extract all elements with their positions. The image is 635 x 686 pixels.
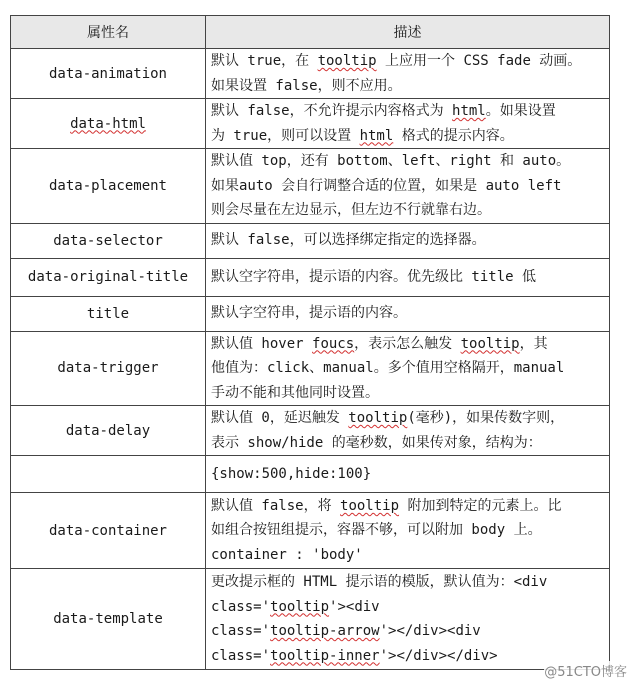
table-row (11, 296, 610, 331)
table-header-row (11, 16, 610, 49)
description-line: 默认 false，可以选择绑定指定的选择器。 (211, 232, 486, 249)
attribute-name: data-selector (11, 223, 206, 258)
description-line: {show:500,hide:100} (211, 465, 372, 482)
table-row (11, 493, 610, 569)
attribute-name: data-trigger (11, 331, 206, 406)
attribute-description (206, 49, 610, 99)
attribute-description (206, 493, 610, 569)
table-row (11, 258, 610, 296)
description-line: 默认值 0，延迟触发 tooltip(毫秒)，如果传数字则， (211, 410, 565, 426)
table-row (11, 99, 610, 149)
description-line: class='tooltip-arrow'></div><div (211, 623, 481, 639)
attribute-name: data-container (11, 493, 206, 569)
table-row (11, 569, 610, 670)
description-line: 默认 true，在 tooltip 上应用一个 CSS fade 动画。 (211, 53, 582, 69)
description-line: 默认值 hover foucs，表示怎么触发 tooltip，其 (211, 335, 548, 352)
attribute-description (206, 406, 610, 456)
attribute-name: data-html (11, 99, 206, 149)
description-line: 如果auto 会自行调整合适的位置，如果是 auto left (211, 177, 562, 194)
attribute-name: data-original-title (11, 258, 206, 296)
table-row (11, 331, 610, 406)
description-line: 手动不能和其他同时设置。 (211, 384, 379, 401)
description-line: 则会尽量在左边显示，但左边不行就靠右边。 (211, 202, 491, 218)
description-line: class='tooltip-inner'></div></div> (211, 647, 498, 664)
attribute-description (206, 149, 610, 224)
description-line: 默认空字符串，提示语的内容。优先级比 title 低 (211, 268, 536, 285)
attribute-description (206, 569, 610, 670)
attribute-name (11, 456, 206, 493)
description-line: 默认值 false，将 tooltip 附加到特定的元素上。比 (211, 497, 562, 514)
table-row (11, 223, 610, 258)
table-row (11, 49, 610, 99)
attribute-description (206, 258, 610, 296)
description-line: container : 'body' (211, 546, 363, 563)
table-row (11, 456, 610, 493)
attribute-name: data-placement (11, 149, 206, 224)
attribute-name: data-delay (11, 406, 206, 456)
attribute-name: title (11, 296, 206, 331)
description-line: 他值为：click、manual。多个值用空格隔开，manual (211, 360, 565, 376)
attribute-name: data-animation (11, 49, 206, 99)
attribute-table (10, 15, 610, 670)
table-row (11, 149, 610, 224)
attribute-description (206, 223, 610, 258)
description-line: 为 true，则可以设置 html 格式的提示内容。 (211, 127, 514, 144)
description-line: 默认 false，不允许提示内容格式为 html。如果设置 (211, 103, 556, 119)
header-attribute-name: 属性名 (11, 16, 206, 49)
description-line: class='tooltip'><div (211, 598, 380, 615)
attribute-description (206, 99, 610, 149)
description-line: 如组合按钮组提示，容器不够，可以附加 body 上。 (211, 522, 542, 539)
attribute-description (206, 331, 610, 406)
watermark: @51CTO博客 (544, 661, 627, 680)
description-line: 表示 show/hide 的毫秒数，如果传对象，结构为： (211, 434, 542, 451)
attribute-name: data-template (11, 569, 206, 670)
description-line: 如果设置 false，则不应用。 (211, 77, 402, 94)
attribute-description (206, 296, 610, 331)
description-line: 更改提示框的 HTML 提示语的模版，默认值为：<div (211, 574, 548, 590)
description-line: 默认字空符串，提示语的内容。 (211, 305, 407, 322)
description-line: 默认值 top，还有 bottom、left、right 和 auto。 (211, 153, 571, 169)
header-description: 描述 (206, 16, 610, 49)
table-row (11, 406, 610, 456)
attribute-description (206, 456, 610, 493)
